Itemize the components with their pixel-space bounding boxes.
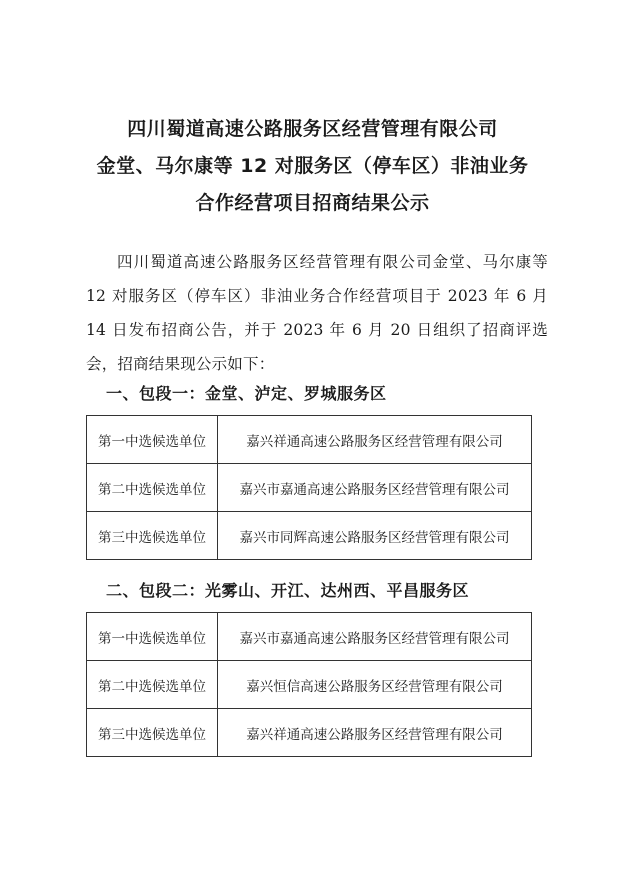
title-line-1: 四川蜀道高速公路服务区经营管理有限公司 [127, 118, 498, 140]
table-row [87, 661, 532, 709]
row-label: 第二中选候选单位 [87, 464, 218, 512]
table-row [87, 416, 532, 464]
row-value: 嘉兴祥通高速公路服务区经营管理有限公司 [218, 416, 532, 464]
row-value: 嘉兴祥通高速公路服务区经营管理有限公司 [218, 709, 532, 757]
section-1-heading: 一、包段一：金堂、泸定、罗城服务区 [106, 384, 387, 403]
row-label: 第一中选候选单位 [87, 416, 218, 464]
row-value: 嘉兴市嘉通高速公路服务区经营管理有限公司 [218, 613, 532, 661]
row-value: 嘉兴市嘉通高速公路服务区经营管理有限公司 [218, 464, 532, 512]
row-value: 嘉兴恒信高速公路服务区经营管理有限公司 [218, 661, 532, 709]
row-label: 第一中选候选单位 [87, 613, 218, 661]
table-row [87, 613, 532, 661]
table-row [87, 512, 532, 560]
section-1-table [86, 415, 532, 560]
title-line-3: 合作经营项目招商结果公示 [195, 192, 430, 214]
title-line-2: 金堂、马尔康等 12 对服务区（停车区）非油业务 [96, 155, 529, 177]
section-2-heading: 二、包段二：光雾山、开江、达州西、平昌服务区 [106, 581, 470, 600]
intro-paragraph: 四川蜀道高速公路服务区经营管理有限公司金堂、马尔康等 12 对服务区（停车区）非油业务合作经营项目于 2023 年 6 月 14 日发布招商公告，并于 2023 年 6 月 20 日组织了招商评选会，招商结果现公示如下： [86, 253, 548, 373]
row-label: 第三中选候选单位 [87, 709, 218, 757]
table-row [87, 709, 532, 757]
row-label: 第三中选候选单位 [87, 512, 218, 560]
row-value: 嘉兴市同辉高速公路服务区经营管理有限公司 [218, 512, 532, 560]
section-2-table [86, 612, 532, 757]
row-label: 第二中选候选单位 [87, 661, 218, 709]
table-row [87, 464, 532, 512]
